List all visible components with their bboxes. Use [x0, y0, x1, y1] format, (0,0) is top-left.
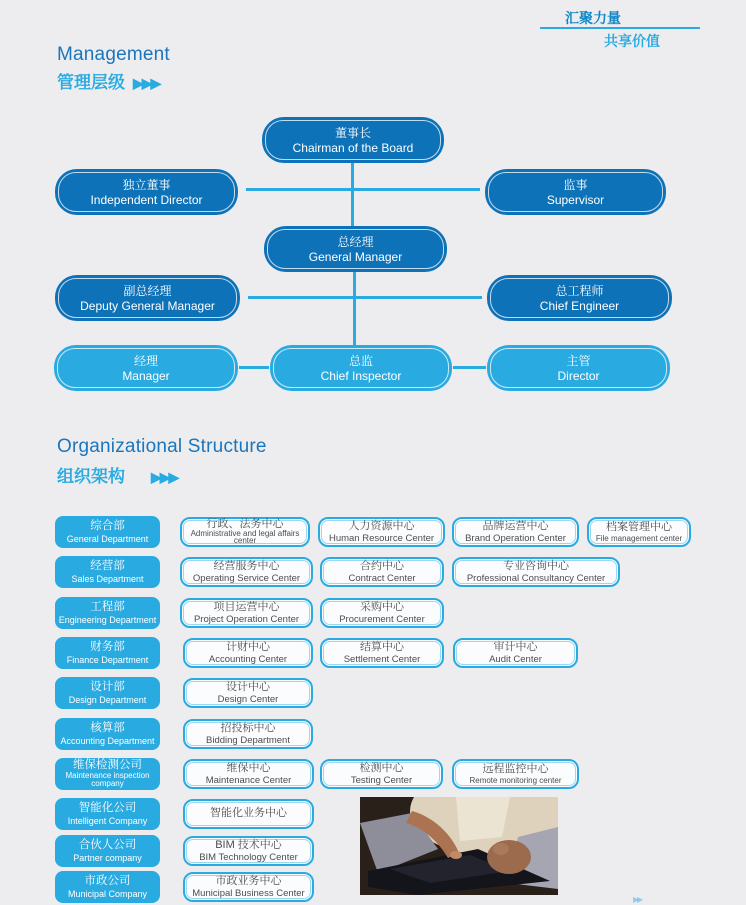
node-label-en: Chairman of the Board — [292, 140, 414, 155]
center-label-zh: 审计中心 — [493, 640, 538, 653]
org-row-engineering-department — [0, 597, 746, 631]
org-row-general-department — [0, 516, 746, 550]
org-node-chairman — [262, 117, 444, 163]
dept-label-zh: 市政公司 — [84, 874, 131, 887]
dept-label-en: Municipal Company — [67, 888, 148, 899]
connector-chairman-gm — [351, 161, 354, 228]
center-label-zh: 设计中心 — [226, 680, 270, 693]
center-label-zh: 智能化业务中心 — [210, 807, 287, 820]
dept-label-zh: 经营部 — [90, 559, 125, 572]
node-label-zh: 总经理 — [337, 234, 374, 249]
center-box-maintenance — [183, 759, 314, 789]
slogan-underline — [540, 27, 700, 29]
org-structure-title-zh — [57, 462, 177, 487]
page-decoration: ▶▶ — [633, 895, 642, 904]
dept-label-en: General Department — [66, 533, 149, 544]
center-label-en: Testing Center — [350, 774, 413, 786]
center-box-project-operation — [180, 598, 313, 628]
center-label-en: Professional Consultancy Center — [466, 572, 606, 584]
dept-label-en: Intelligent Company — [67, 815, 148, 826]
org-node-independent-director — [55, 169, 238, 215]
center-box-remote-monitoring — [452, 759, 579, 789]
node-label-en: Supervisor — [546, 192, 605, 207]
center-label-zh: BIM 技术中心 — [215, 838, 282, 851]
dept-label-zh: 综合部 — [90, 519, 125, 532]
org-node-general-manager — [264, 226, 447, 272]
center-box-brand-operation — [452, 517, 579, 547]
center-label-zh: 专业咨询中心 — [503, 559, 569, 572]
node-label-zh: 经理 — [133, 353, 158, 368]
center-box-testing — [320, 759, 443, 789]
node-label-zh: 董事长 — [334, 125, 371, 140]
center-box-audit — [453, 638, 578, 668]
dept-box-finance-department — [55, 637, 160, 669]
org-node-supervisor — [485, 169, 666, 215]
dept-box-partner-company — [55, 835, 160, 867]
center-box-professional-consultancy — [452, 557, 620, 587]
node-label-zh: 独立董事 — [122, 177, 171, 192]
dept-box-accounting-department — [55, 718, 160, 750]
center-label-en: Brand Operation Center — [465, 532, 566, 544]
center-label-en: Contract Center — [348, 572, 416, 584]
center-label-en: Administrative and legal affairs center — [190, 528, 300, 546]
center-label-en: BIM Technology Center — [199, 851, 298, 863]
dept-box-engineering-department — [55, 597, 160, 629]
center-label-en: Procurement Center — [339, 613, 425, 625]
org-row-maintenance-inspection-company — [0, 758, 746, 792]
dept-box-maintenance-inspection-company — [55, 758, 160, 790]
connector-independent-supervisor — [246, 188, 480, 191]
center-label-zh: 档案管理中心 — [606, 520, 672, 533]
node-label-zh: 总监 — [348, 353, 373, 368]
center-label-zh: 行政、法务中心 — [206, 518, 284, 531]
node-label-zh: 副总经理 — [123, 283, 172, 298]
node-label-en: Independent Director — [90, 192, 203, 207]
center-label-zh: 市政业务中心 — [215, 874, 282, 887]
slogan-line-1: 汇聚力量 — [565, 10, 621, 26]
dept-label-zh: 核算部 — [90, 721, 125, 734]
center-label-en: File management center — [595, 533, 683, 543]
dept-box-design-department — [55, 677, 160, 709]
center-label-zh: 检测中心 — [359, 761, 404, 774]
center-label-zh: 采购中心 — [360, 600, 404, 613]
center-box-design — [183, 678, 313, 708]
org-row-finance-department — [0, 637, 746, 671]
node-label-zh: 主管 — [566, 353, 591, 368]
node-label-zh: 监事 — [563, 177, 588, 192]
node-label-en: Manager — [122, 368, 170, 383]
org-node-chief-inspector — [270, 345, 452, 391]
center-label-en: Project Operation Center — [193, 613, 300, 625]
node-label-en: Chief Engineer — [539, 298, 620, 313]
org-node-chief-engineer — [487, 275, 672, 321]
management-title-zh — [57, 68, 159, 93]
dept-label-en: Accounting Department — [60, 735, 155, 746]
dept-box-sales-department — [55, 556, 160, 588]
photo-hands-tablet — [360, 797, 558, 895]
center-label-zh: 经营服务中心 — [213, 559, 280, 572]
slogan-line-2: 共享价值 — [604, 33, 660, 49]
connector-manager-inspector — [239, 366, 269, 369]
dept-label-zh: 维保检测公司 — [73, 759, 142, 772]
center-label-en: Maintenance Center — [205, 774, 292, 786]
center-label-en: Human Resource Center — [328, 532, 435, 544]
center-box-settlement — [320, 638, 444, 668]
connector-inspector-director — [453, 366, 486, 369]
connector-gm-inspector — [353, 270, 356, 347]
dept-box-intelligent-company — [55, 798, 160, 830]
center-label-en: Accounting Center — [208, 653, 288, 665]
node-label-en: General Manager — [308, 249, 403, 264]
org-row-design-department — [0, 677, 746, 711]
center-label-en: Bidding Department — [206, 734, 290, 746]
dept-box-municipal-company — [55, 871, 160, 903]
center-label-en: Audit Center — [489, 653, 542, 665]
center-label-zh: 项目运营中心 — [213, 600, 280, 613]
center-box-accounting — [183, 638, 313, 668]
center-box-operating-service — [180, 557, 313, 587]
center-label-en: Municipal Business Center — [192, 887, 305, 899]
center-box-admin-legal — [180, 517, 310, 547]
center-box-procurement — [320, 598, 444, 628]
org-node-manager — [54, 345, 238, 391]
org-row-sales-department — [0, 556, 746, 590]
center-box-bim-technology — [183, 836, 314, 866]
org-row-accounting-department — [0, 718, 746, 752]
center-label-en: Design Center — [217, 693, 279, 705]
triple-arrow-icon: ▶▶▶ — [133, 75, 160, 91]
dept-label-zh: 合伙人公司 — [78, 838, 137, 851]
center-box-bidding — [183, 719, 313, 749]
org-node-director — [487, 345, 670, 391]
center-box-file-management — [587, 517, 691, 547]
center-label-en: Settlement Center — [343, 653, 421, 665]
org-structure-title-en: Organizational Structure — [57, 436, 267, 457]
center-label-zh: 远程监控中心 — [482, 762, 549, 775]
dept-label-en: Finance Department — [66, 654, 149, 665]
dept-label-en: Engineering Department — [58, 614, 157, 625]
center-box-human-resource — [318, 517, 445, 547]
center-label-en: Remote monitoring center — [469, 775, 562, 785]
org-node-deputy-general-manager — [55, 275, 240, 321]
node-label-en: Chief Inspector — [320, 368, 402, 383]
center-box-contract — [320, 557, 444, 587]
dept-label-zh: 设计部 — [90, 680, 125, 693]
dept-label-en: Maintenance inspection company — [65, 770, 150, 788]
node-label-en: Deputy General Manager — [80, 298, 215, 313]
management-title-zh-text: 管理层级 — [57, 73, 125, 92]
center-box-municipal-business — [183, 872, 314, 902]
dept-label-en: Partner company — [73, 852, 142, 863]
center-label-zh: 维保中心 — [226, 761, 271, 774]
dept-label-en: Design Department — [68, 694, 147, 705]
triple-arrow-icon: ▶▶▶ — [151, 469, 178, 485]
dept-label-zh: 财务部 — [90, 640, 125, 653]
center-label-zh: 人力资源中心 — [348, 519, 415, 532]
center-label-en: Operating Service Center — [192, 572, 301, 584]
center-box-intelligent-business — [183, 799, 314, 829]
dept-label-zh: 工程部 — [90, 600, 125, 613]
center-label-zh: 结算中心 — [360, 640, 404, 653]
org-structure-title-zh-text: 组织架构 — [57, 467, 125, 486]
dept-label-zh: 智能化公司 — [78, 801, 137, 814]
center-label-zh: 招投标中心 — [220, 721, 276, 734]
dept-box-general-department — [55, 516, 160, 548]
center-label-zh: 品牌运营中心 — [482, 519, 549, 532]
node-label-zh: 总工程师 — [555, 283, 604, 298]
management-title-en: Management — [57, 44, 170, 65]
center-label-zh: 合约中心 — [360, 559, 404, 572]
dept-label-en: Sales Department — [71, 573, 144, 584]
connector-deputy-chiefengineer — [248, 296, 482, 299]
center-label-zh: 计财中心 — [226, 640, 270, 653]
node-label-en: Director — [557, 368, 600, 383]
